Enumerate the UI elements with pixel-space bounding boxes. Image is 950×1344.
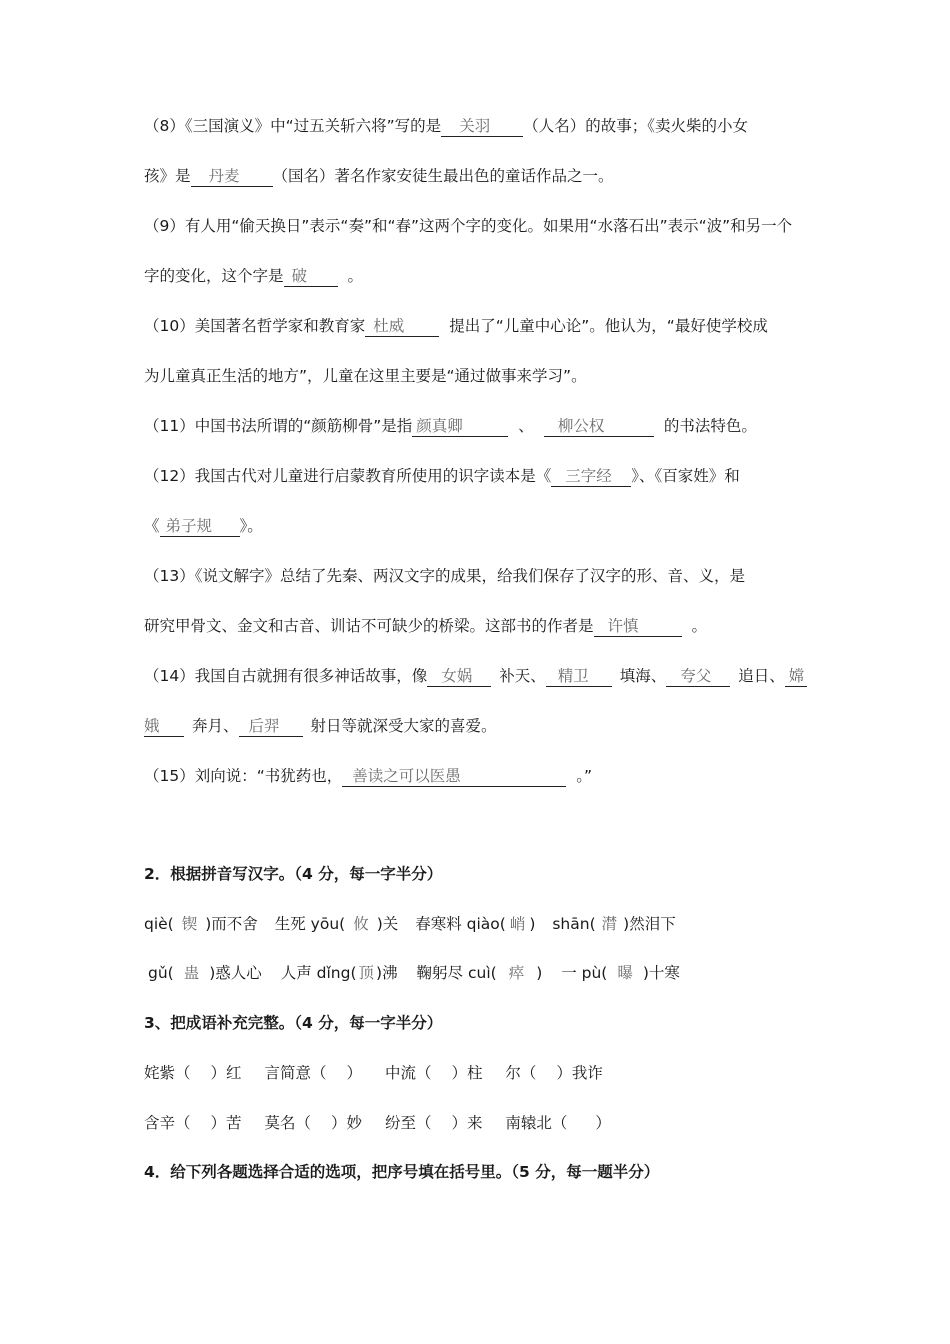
answer-blank xyxy=(239,716,303,737)
answer-text: 弟子规 xyxy=(165,517,213,535)
answer-blank xyxy=(546,666,612,687)
answer-blank xyxy=(160,516,240,537)
q14-line2 xyxy=(144,715,497,737)
q14-text: 补天、 xyxy=(499,667,546,685)
idiom-item: 姹紫（ ）红 xyxy=(144,1064,242,1082)
q14-text: 奔月、 xyxy=(192,717,239,735)
q11-text: （11）中国书法所谓的“颜筋柳骨”是指 xyxy=(144,417,413,435)
answer-text: 关羽 xyxy=(459,117,491,135)
q13-text: （13）《说文解字》总结了先秦、两汉文字的成果，给我们保存了汉字的形、音、义，是 xyxy=(144,567,745,585)
q12-line2 xyxy=(144,515,263,537)
pinyin-item: qiè( 锲 )而不舍 xyxy=(144,915,258,933)
q12-text: 》。 xyxy=(239,517,263,535)
idiom-item: 纷至（ ）来 xyxy=(384,1114,483,1132)
s3-row1 xyxy=(144,1062,603,1084)
q12-text: 《 xyxy=(144,517,160,535)
q11-text: 的书法特色。 xyxy=(663,417,757,435)
answer-text: 柳公权 xyxy=(557,417,605,435)
q8-line2 xyxy=(144,165,614,187)
answer-text: 杜威 xyxy=(373,317,405,335)
q13-text: 研究甲骨文、金文和古音、训诂不可缺少的桥梁。这部书的作者是 xyxy=(144,617,594,635)
q8-text: （人名）的故事；《卖火柴的小女 xyxy=(523,117,748,135)
answer-text: 嫦 xyxy=(788,667,805,685)
pinyin-item: shān( 潸 )然泪下 xyxy=(552,915,676,933)
q9-text: （9）有人用“偷天换日”表示“奏”和“春”这两个字的变化。如果用“水落石出”表示“波”和另一个 xyxy=(144,217,793,235)
q15-text: （15）刘向说：“书犹药也， xyxy=(144,767,343,785)
section-4-title: 4．给下列各题选择合适的选项，把序号填在括号里。（5 分，每一题半分） xyxy=(144,1163,660,1181)
answer-blank xyxy=(365,316,439,337)
q13-line1 xyxy=(144,565,745,587)
answer-blank xyxy=(544,416,654,437)
q14-text: （14）我国自古就拥有很多神话故事，像 xyxy=(144,667,428,685)
answer-blank xyxy=(427,666,491,687)
pinyin-item: gǔ( 蛊 )惑人心 xyxy=(148,964,262,982)
q14-text: 填海、 xyxy=(619,667,667,685)
q10-line2 xyxy=(144,365,587,387)
answer-text: 三字经 xyxy=(565,467,612,485)
q8-text: （国名）著名作家安徒生最出色的童话作品之一。 xyxy=(272,167,614,185)
q9-line2 xyxy=(144,265,363,287)
q10-text: （10）美国著名哲学家和教育家 xyxy=(144,317,366,335)
idiom-item: 尔（ ）我诈 xyxy=(505,1064,603,1082)
idiom-item: 南辕北（ ） xyxy=(505,1114,611,1132)
q11-line xyxy=(144,415,757,437)
answer-blank xyxy=(144,716,184,737)
q9-text: 字的变化，这个字是 xyxy=(144,267,284,285)
pinyin-item: 鞠躬尽 cuì( 瘁 ) xyxy=(416,964,543,982)
section-2-title: 2．根据拼音写汉字。（4 分，每一字半分） xyxy=(144,865,443,883)
q12-text: 》、《百家姓》和 xyxy=(631,467,740,485)
answer-text: 颜真卿 xyxy=(416,417,463,435)
q13-text: 。 xyxy=(691,617,708,635)
pinyin-item: 生死 yōu( 攸 )关 xyxy=(274,915,399,933)
answer-blank xyxy=(594,616,682,637)
answer-text: 女娲 xyxy=(441,667,473,685)
pinyin-item: 一 pù( 曝 )十寒 xyxy=(561,964,680,982)
q8-line1 xyxy=(144,115,748,137)
q14-line1 xyxy=(144,665,807,687)
answer-blank xyxy=(551,466,631,487)
q12-line1 xyxy=(144,465,740,487)
q8-text: 孩》是 xyxy=(144,167,191,185)
answer-text: 夸父 xyxy=(680,667,712,685)
answer-blank xyxy=(666,666,730,687)
answer-blank xyxy=(284,266,338,287)
answer-text: 精卫 xyxy=(557,667,589,685)
q10-line1 xyxy=(144,315,768,337)
q14-text: 追日、 xyxy=(738,667,785,685)
q8-text: （8）《三国演义》中“过五关斩六将”写的是 xyxy=(144,117,442,135)
pinyin-item: 人声 dǐng( 顶 )沸 xyxy=(280,964,398,982)
idiom-item: 莫名（ ）妙 xyxy=(264,1114,362,1132)
s3-row2 xyxy=(144,1112,611,1134)
q15-line xyxy=(144,765,592,787)
q12-text: （12）我国古代对儿童进行启蒙教育所使用的识字读本是《 xyxy=(144,467,552,485)
answer-text: 娥 xyxy=(144,717,160,735)
idiom-item: 言简意（ ） xyxy=(264,1064,362,1082)
q11-text: 、 xyxy=(518,417,534,435)
answer-text: 后羿 xyxy=(248,717,280,735)
q10-text: 提出了“儿童中心论”。他认为，“最好使学校成 xyxy=(449,317,768,335)
q14-text: 射日等就深受大家的喜爱。 xyxy=(310,717,497,735)
answer-text: 丹麦 xyxy=(208,167,240,185)
q15-text: 。” xyxy=(576,767,593,785)
idiom-item: 中流（ ）柱 xyxy=(384,1064,483,1082)
q9-text: 。 xyxy=(347,267,364,285)
answer-blank xyxy=(342,766,566,787)
q13-line2 xyxy=(144,615,707,637)
q10-text: 为儿童真正生活的地方”，儿童在这里主要是“通过做事来学习”。 xyxy=(144,367,587,385)
idiom-item: 含辛（ ）苦 xyxy=(144,1114,242,1132)
answer-blank xyxy=(785,666,807,687)
s2-row2 xyxy=(148,962,680,984)
answer-text: 破 xyxy=(291,267,308,285)
q9-line1 xyxy=(144,215,792,237)
answer-blank xyxy=(441,116,523,137)
answer-text: 善读之可以医愚 xyxy=(352,767,461,785)
answer-text: 许慎 xyxy=(607,617,639,635)
answer-blank xyxy=(191,166,273,187)
section-3-title: 3、把成语补充完整。（4 分，每一字半分） xyxy=(144,1014,443,1032)
pinyin-item: 春寒料 qiào( 峭 ) xyxy=(415,915,536,933)
answer-blank xyxy=(412,416,508,437)
s2-row1 xyxy=(144,913,676,935)
